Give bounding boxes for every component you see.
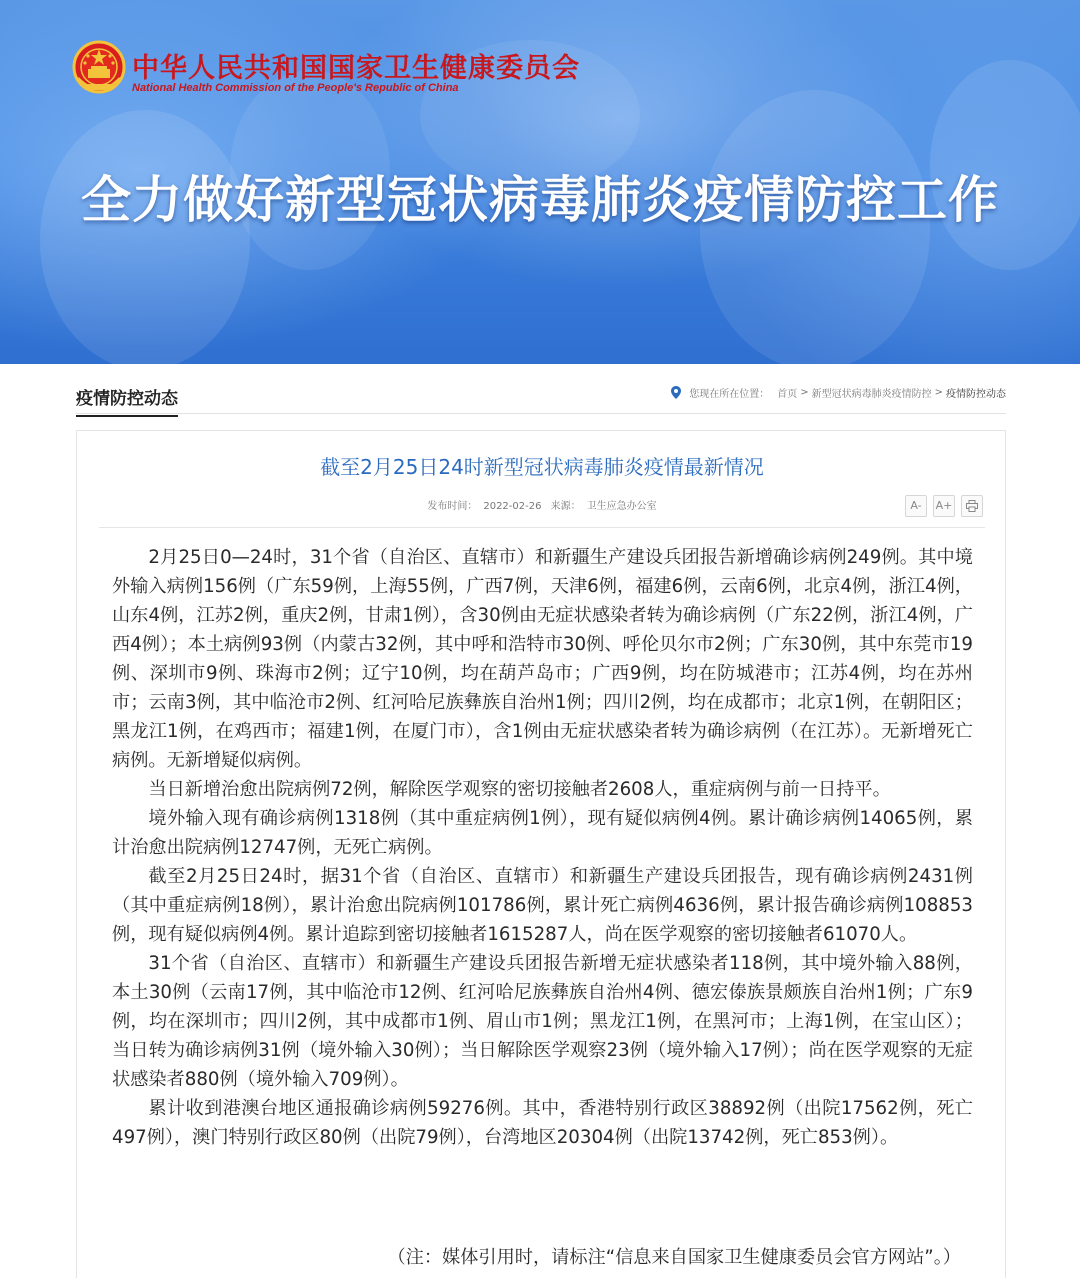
breadcrumb-label: 您现在所在位置： xyxy=(689,389,770,400)
article-paragraph: 境外输入现有确诊病例1318例（其中重症病例1例），现有疑似病例4例。累计确诊病例14065例，累计治愈出院病例12747例，无死亡病例。 xyxy=(112,808,973,858)
header-banner xyxy=(0,0,1080,364)
article-paragraph: 31个省（自治区、直辖市）和新疆生产建设兵团报告新增无症状感染者118例，其中境外输入88例，本土30例（云南17例，其中临沧市12例、红河哈尼族彝族自治州4例、德宏傣族景颇族自治州1例；广东9例，均在深圳市；四川2例，其中成都市1例、眉山市1例；黑龙江1例，在黑河市；上海1例，在宝山区）；当日转为确诊病例31例（境外输入30例）；当日解除医学观察23例（境外输入17例）；尚在医学观察的无症状感染者880例（境外输入709例）。 xyxy=(112,953,973,1090)
article-container xyxy=(76,430,1006,1278)
article-tools xyxy=(905,495,983,517)
publish-date: 2022-02-26 xyxy=(483,501,542,512)
org-name-en: National Health Commission of the People's Republic of China xyxy=(132,82,459,94)
article-paragraph: 截至2月25日24时，据31个省（自治区、直辖市）和新疆生产建设兵团报告，现有确诊病例2431例（其中重症病例18例），累计治愈出院病例101786例，累计死亡病例4636例，累计报告确诊病例108853例，现有疑似病例4例。累计追踪到密切接触者1615287人，尚在医学观察的密切接触者61070人。 xyxy=(112,866,973,945)
publish-label: 发布时间： xyxy=(427,501,478,512)
breadcrumb-separator: > xyxy=(800,387,809,398)
section-title: 疫情防控动态 xyxy=(76,384,178,417)
article-meta xyxy=(77,497,1007,512)
location-pin-icon xyxy=(671,386,681,399)
breadcrumb-separator: > xyxy=(934,387,943,398)
article-paragraph: 2月25日0—24时，31个省（自治区、直辖市）和新疆生产建设兵团报告新增确诊病例249例。其中境外输入病例156例（广东59例，上海55例，广西7例，天津6例，福建6例，云南6例，北京4例，浙江4例，山东4例，江苏2例，重庆2例，甘肃1例），含30例由无症状感染者转为确诊病例（广东22例，浙江4例，广西4例）；本土病例93例（内蒙古32例，其中呼和浩特市30例、呼伦贝尔市2例；广东30例，其中东莞市19例、深圳市9例、珠海市2例；辽宁10例，均在葫芦岛市；广西9例，均在防城港市；江苏4例，均在苏州市；云南3例，其中临沧市2例、红河哈尼族彝族自治州1例；四川2例，均在成都市；北京1例，在朝阳区；黑龙江1例，在鸡西市；福建1例，在厦门市），含1例由无症状感染者转为确诊病例（在江苏）。无新增死亡病例。无新增疑似病例。 xyxy=(112,547,973,771)
article-paragraph: 累计收到港澳台地区通报确诊病例59276例。其中，香港特别行政区38892例（出院17562例，死亡497例），澳门特别行政区80例（出院79例），台湾地区20304例（出院13742例，死亡853例）。 xyxy=(112,1098,973,1148)
print-icon xyxy=(966,502,978,515)
national-emblem-icon[interactable] xyxy=(72,40,126,98)
print-button[interactable] xyxy=(961,495,983,517)
media-citation-note: （注：媒体引用时，请标注“信息来自国家卫生健康委员会官方网站”。） xyxy=(387,1247,961,1268)
org-name-cn[interactable]: 中华人民共和国国家卫生健康委员会 xyxy=(132,53,580,84)
banner-slogan: 全力做好新型冠状病毒肺炎疫情防控工作 xyxy=(81,171,999,229)
source-label: 来源： xyxy=(550,501,581,512)
breadcrumb-current[interactable]: 疫情防控动态 xyxy=(946,389,1006,400)
font-smaller-button[interactable]: A- xyxy=(905,495,927,517)
banner-decoration xyxy=(40,110,250,364)
source-value: 卫生应急办公室 xyxy=(586,501,657,512)
breadcrumb xyxy=(671,385,1006,400)
article-divider xyxy=(99,527,985,528)
breadcrumb-home-link[interactable]: 首页 xyxy=(777,389,798,400)
breadcrumb-level1-link[interactable]: 新型冠状病毒肺炎疫情防控 xyxy=(811,389,932,400)
article-body xyxy=(112,543,973,1152)
font-larger-button[interactable]: A+ xyxy=(933,495,955,517)
section-header xyxy=(76,370,1006,414)
article-paragraph: 当日新增治愈出院病例72例，解除医学观察的密切接触者2608人，重症病例与前一日持平。 xyxy=(148,779,891,800)
article-title: 截至2月25日24时新型冠状病毒肺炎疫情最新情况 xyxy=(320,455,764,479)
